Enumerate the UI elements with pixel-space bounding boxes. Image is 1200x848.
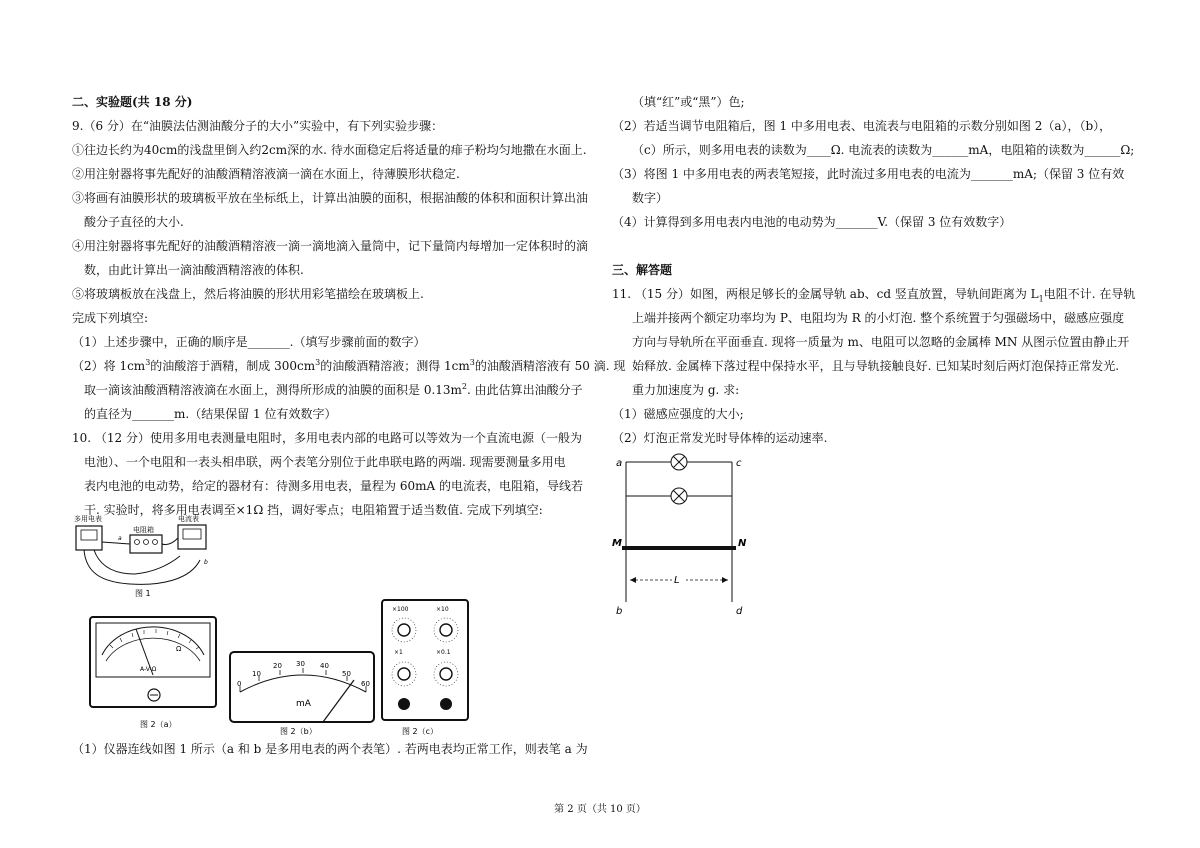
svg-text:c: c (736, 458, 742, 469)
q10-part-3: （3）将图 1 中多用电表的两表笔短接，此时流过多用电表的电流为_______mA;（保留 3 位有效 (612, 167, 1125, 181)
q10-part-1-cont: （填“红”或“黑”）色; (632, 95, 745, 109)
figure-2a (88, 615, 223, 737)
section-heading-solutions: 三、解答题 (612, 263, 673, 277)
fig2c-dial-1 (398, 668, 410, 680)
q10-part-2-cont: （c）所示，则多用电表的读数为____Ω. 电流表的读数为______mA，电阻箱的读数为______Ω; (632, 143, 1135, 157)
fig2c-resistance-box (382, 600, 468, 720)
svg-text:×10: ×10 (436, 606, 449, 613)
fig1-resistor-box (130, 535, 162, 553)
q9-stem: 9.（6 分）在“油膜法估测油酸分子的大小”实验中，有下列实验步骤： (72, 119, 444, 133)
q9-part-2-end: 的直径为_______m.（结果保留 1 位有效数字） (84, 407, 337, 421)
figure-1 (70, 512, 230, 606)
q9-step-3-cont: 酸分子直径的大小. (84, 215, 184, 229)
fig2a-meter-body (90, 617, 216, 707)
svg-text:b: b (616, 606, 623, 617)
q10-part-4: （4）计算得到多用电表内电池的电动势为_______V.（保留 3 位有效数字） (612, 215, 1012, 229)
svg-text:M: M (612, 538, 622, 549)
svg-text:60: 60 (361, 680, 370, 688)
fig2c-terminal-left (398, 698, 410, 710)
svg-text:N: N (738, 538, 747, 549)
q11-part-2: （2）灯泡正常发光时导体棒的运动速率. (612, 431, 828, 445)
figure-2b (228, 650, 378, 742)
q11-stem: 11. （15 分）如图，两根足够长的金属导轨 ab、cd 竖直放置，导轨间距离为 $L_1$电阻不计. 在导轨 (612, 287, 1136, 304)
fig2c-caption: 图 2（c） (402, 727, 439, 736)
fig2b-needle (323, 680, 354, 722)
fig1-resistor-box-label: 电阻箱 (133, 526, 154, 534)
q10-stem-4: 干. 实验时，将多用电表调至×1Ω 挡，调好零点；电阻箱置于适当数值. 完成下列填空: (84, 503, 543, 517)
q9-step-2: ②用注射器将事先配好的油酸酒精溶液滴一滴在水面上，待薄膜形状稳定. (72, 167, 460, 181)
svg-text:A-V-Ω: A-V-Ω (140, 666, 157, 673)
fig2b-caption: 图 2（b） (280, 727, 317, 736)
svg-text:Ω: Ω (176, 645, 182, 653)
q9-fill-instruction: 完成下列填空: (72, 311, 149, 325)
q9-step-1: ①往边长约为40cm的浅盘里倒入约2cm深的水. 待水面稳定后将适量的痱子粉均匀地撒在水面上. (72, 143, 587, 157)
q10-part-2: （2）若适当调节电阻箱后，图 1 中多用电表、电流表与电阻箱的示数分别如图 2（a），（b）， (612, 119, 1112, 133)
svg-text:40: 40 (320, 662, 329, 670)
q11-stem-2: 上端并接两个额定功率均为 P、电阻均为 R 的小灯泡. 整个系统置于匀强磁场中，磁感应强度 (632, 311, 1125, 325)
q11-stem-4: 始释放. 金属棒下落过程中保持水平，且与导轨接触良好. 已知某时刻后两灯泡保持正常发光. (632, 359, 1120, 373)
q10-part-3-cont: 数字） (632, 191, 669, 205)
q9-step-3: ③将画有油膜形状的玻璃板平放在坐标纸上，计算出油膜的面积，根据油酸的体积和面积计算出油 (72, 191, 589, 205)
q10-part-1: （1）仪器连线如图 1 所示（a 和 b 是多用电表的两个表笔）. 若两电表均正常工作，则表笔 a 为 (72, 742, 588, 756)
svg-text:×1: ×1 (394, 649, 403, 656)
figure-2c (380, 598, 472, 744)
fig2a-caption: 图 2（a） (140, 720, 177, 729)
q9-part-2: （2）将 $1cm^3$的油酸溶于酒精，制成 $300cm^3$的油酸酒精溶液；测得 $1cm^3$的油酸酒精溶液有 50 滴. 现 (72, 358, 626, 373)
svg-text:b: b (204, 559, 208, 566)
svg-text:a: a (616, 458, 623, 469)
fig1-ammeter-label: 电流表 (178, 515, 199, 523)
svg-text:10: 10 (252, 670, 261, 678)
svg-text:50: 50 (342, 670, 351, 678)
fig1-multimeter (76, 526, 102, 550)
svg-text:×0.1: ×0.1 (436, 649, 451, 656)
svg-text:30: 30 (296, 660, 305, 668)
svg-text:20: 20 (273, 662, 282, 670)
fig1-caption: 图 1 (135, 589, 151, 598)
q11-stem-3: 方向与导轨所在平面垂直. 现将一质量为 m、电阻可以忽略的金属棒 MN 从图示位置由静止开 (632, 335, 1130, 349)
q10-stem-3: 表内电池的电动势，给定的器材有：待测多用电表，量程为 60mA 的电流表，电阻箱，导线若 (84, 479, 583, 493)
fig2c-dial-10 (440, 624, 452, 636)
q10-stem: 10. （12 分）使用多用电表测量电阻时，多用电表内部的电路可以等效为一个直流电源（一般为 (72, 431, 582, 445)
q9-step-5: ⑤将玻璃板放在浅盘上，然后将油膜的形状用彩笔描绘在玻璃板上. (72, 287, 424, 301)
figure-q11-circuit (612, 452, 762, 622)
width-label-l: L (674, 575, 680, 586)
q9-step-4: ④用注射器将事先配好的油酸酒精溶液一滴一滴地滴入量筒中，记下量筒内每增加一定体积时的滴 (72, 239, 589, 253)
section-heading-experiments: 二、实验题(共 18 分) (72, 95, 193, 109)
fig2c-terminal-right (440, 698, 452, 710)
q9-step-4-cont: 数，由此计算出一滴油酸酒精溶液的体积. (84, 263, 304, 277)
svg-text:d: d (736, 606, 743, 617)
q11-stem-5: 重力加速度为 g. 求: (632, 383, 740, 397)
fig2c-dial-0-1 (440, 668, 452, 680)
q10-stem-2: 电池）、一个电阻和一表头相串联，两个表笔分别位于此串联电路的两端. 现需要测量多用电 (84, 455, 566, 469)
svg-text:0: 0 (237, 680, 242, 688)
q9-part-1: （1）上述步骤中，正确的顺序是_______.（填写步骤前面的数字） (72, 335, 426, 349)
q9-part-2-cont: 取一滴该油酸酒精溶液滴在水面上，测得所形成的油膜的面积是 $0.13m^2$. 由此估算出油酸分子 (84, 382, 583, 397)
page-footer: 第 2 页（共 10 页） (554, 804, 646, 815)
svg-text:mA: mA (296, 699, 311, 709)
svg-text:a: a (118, 535, 122, 542)
fig1-ammeter (178, 525, 206, 549)
q11-part-1: （1）磁感应强度的大小; (612, 407, 744, 421)
fig2c-dial-100 (398, 624, 410, 636)
svg-text:×100: ×100 (392, 606, 409, 613)
fig1-multimeter-label: 多用电表 (74, 515, 102, 523)
